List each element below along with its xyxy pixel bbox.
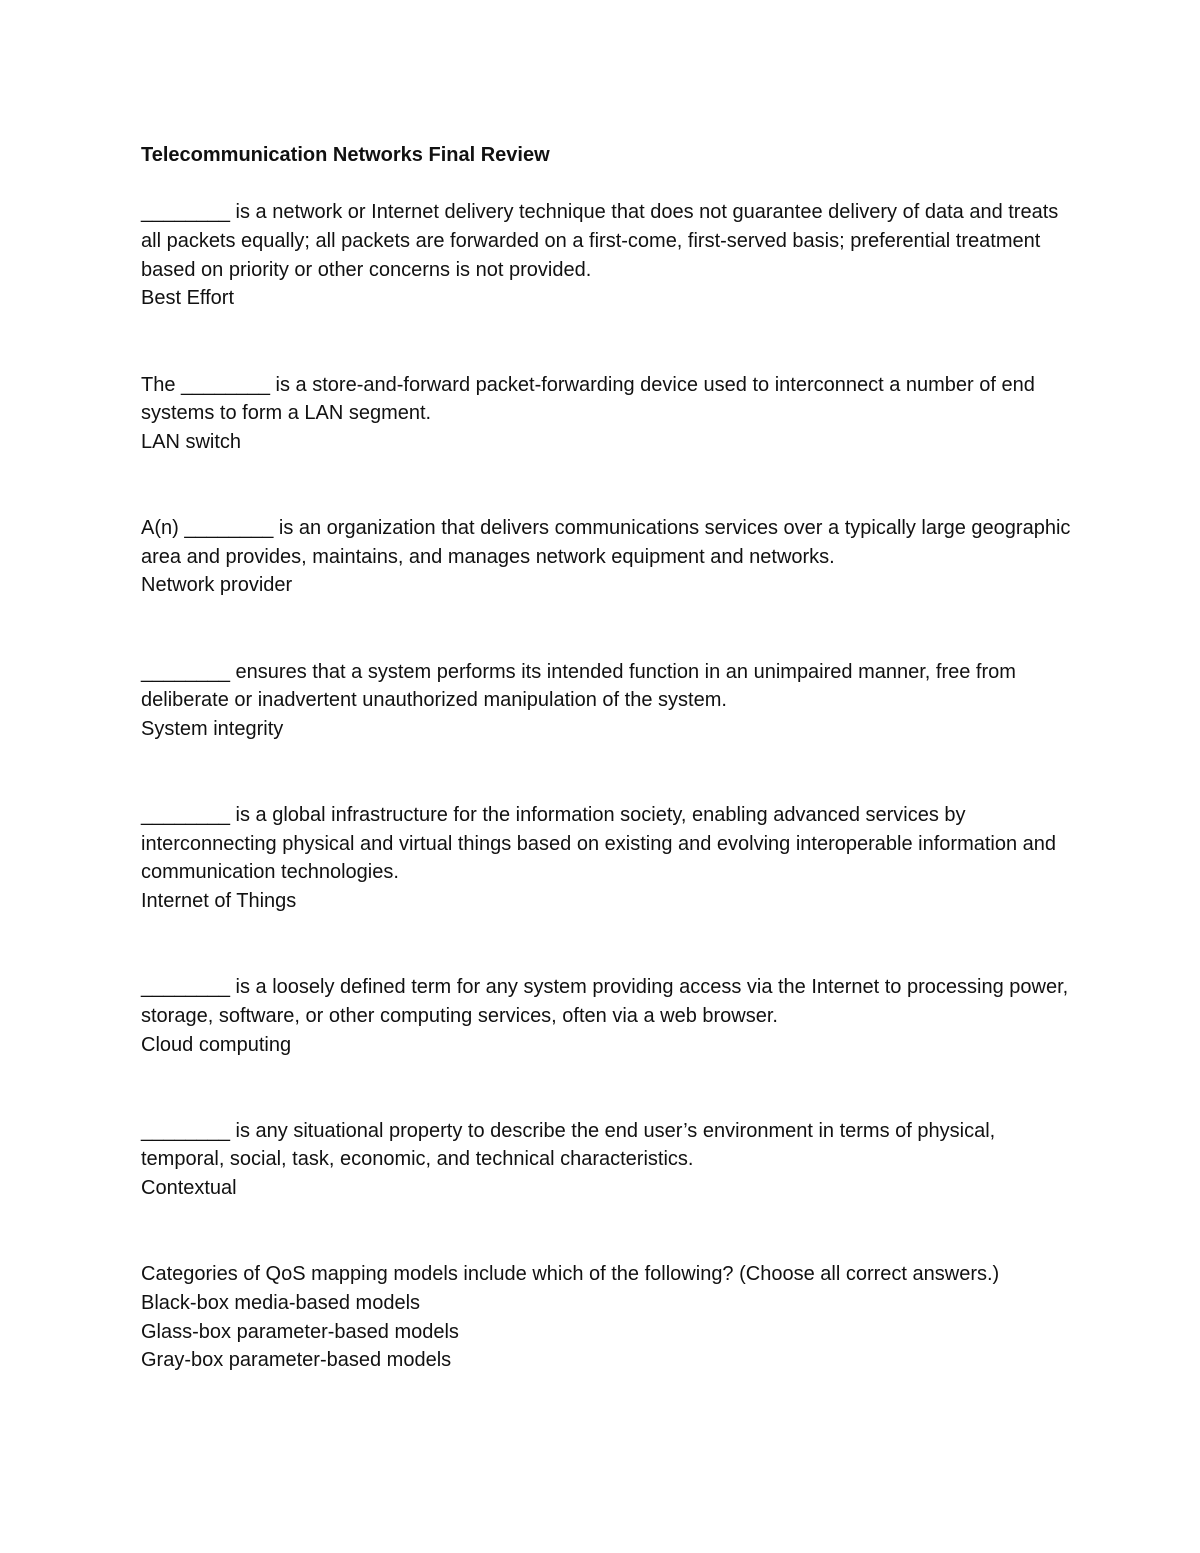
question-text: A(n) ________ is an organization that delivers communications services over a typically large geographic area and provides, maintains, and manages network equipment and networks. xyxy=(141,517,1071,568)
qa-item xyxy=(141,801,1081,916)
answer-text: Cloud computing xyxy=(141,1033,292,1056)
document-page xyxy=(141,141,1081,1375)
question-text: ________ is a network or Internet delivery technique that does not guarantee delivery of data and treats all packets equally; all packets are forwarded on a first-come, first-served basis; preferential treatment based on priority or other concerns is not provided. xyxy=(141,201,1059,281)
qa-item xyxy=(141,973,1081,1059)
question-text: ________ is a global infrastructure for the information society, enabling advanced services by interconnecting physical and virtual things based on existing and evolving interoperable information and communication technologies. xyxy=(141,804,1057,884)
answer-list xyxy=(141,1289,1081,1375)
question-text: ________ ensures that a system performs its intended function in an unimpaired manner, free from deliberate or inadvertent unauthorized manipulation of the system. xyxy=(141,660,1016,712)
answer-text: Best Effort xyxy=(141,287,235,310)
qa-item xyxy=(141,1117,1081,1203)
answer-option: Glass-box parameter-based models xyxy=(141,1320,459,1343)
question-text: Categories of QoS mapping models include which of the following? (Choose all correct answers.) xyxy=(141,1263,1000,1286)
qa-item xyxy=(141,658,1081,744)
answer-text: Contextual xyxy=(141,1177,237,1200)
answer-option: Gray-box parameter-based models xyxy=(141,1349,452,1372)
multi-answer-item xyxy=(141,1260,1081,1375)
answer-text: Internet of Things xyxy=(141,890,297,913)
question-text: The ________ is a store-and-forward packet-forwarding device used to interconnect a number of end systems to form a LAN segment. xyxy=(141,373,1035,425)
question-text: ________ is a loosely defined term for any system providing access via the Internet to processing power, storage, software, or other computing services, often via a web browser. xyxy=(141,976,1069,1027)
qa-item xyxy=(141,371,1081,457)
answer-text: System integrity xyxy=(141,717,284,740)
qa-item xyxy=(141,514,1081,600)
answer-text: Network provider xyxy=(141,574,293,597)
qa-item xyxy=(141,198,1081,313)
answer-text: LAN switch xyxy=(141,430,242,453)
answer-option: Black-box media-based models xyxy=(141,1291,421,1314)
question-text: ________ is any situational property to describe the end user’s environment in terms of physical, temporal, social, task, economic, and technical characteristics. xyxy=(141,1119,996,1171)
document-title: Telecommunication Networks Final Review xyxy=(141,144,550,166)
